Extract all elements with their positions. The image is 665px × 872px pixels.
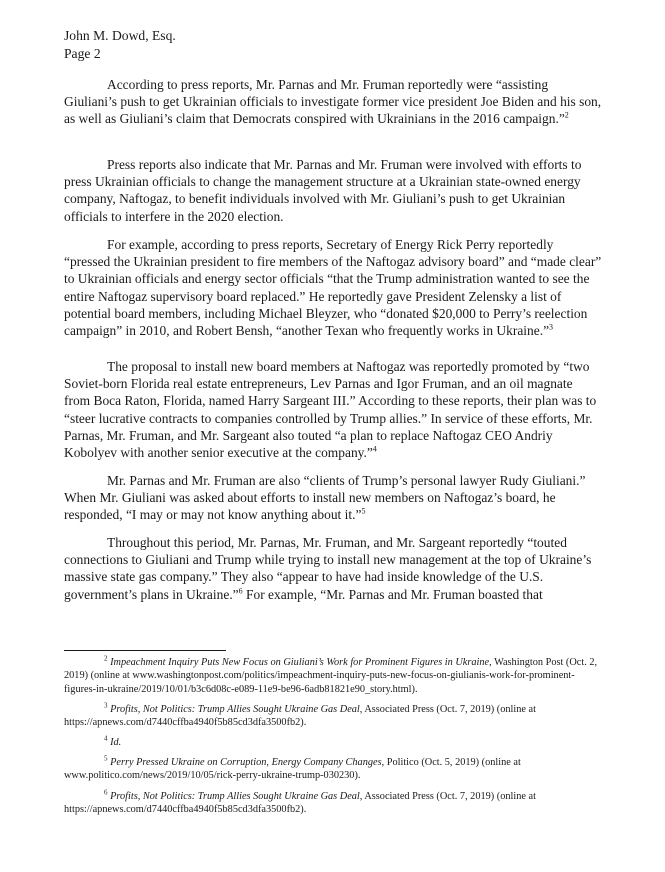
- paragraph-text: The proposal to install new board members at Naftogaz was reportedly promoted by “two Soviet-born Florida real estate entrepreneurs, Lev Parnas and Igor Fruman, and an oil magnate from Boca Raton, Florida, named Harry Sargeant III.” According to these reports, their plan was to “steer lucrative contracts to companies controlled by Trump allies.” In service of these efforts, Mr. Parnas, Mr. Fruman, and Mr. Sargeant also touted “a plan to replace Naftogaz CEO Andriy Kobolyev with another senior executive at the company.”: [64, 359, 597, 461]
- footnote-number: 6: [104, 788, 108, 797]
- paragraph-2: [64, 156, 602, 225]
- footnote-citation: , Associated Press (Oct. 7, 2019) (online at https://apnews.com/d7440cffba4940f5b85cd3dfa3500fb2).: [64, 704, 536, 729]
- paragraph-1: [64, 76, 602, 128]
- footnote-4: [64, 736, 604, 749]
- footnote-2: [64, 656, 604, 696]
- footnote-citation: , Washington Post (Oct. 2, 2019) (online at www.washingtonpost.com/politics/impeachment-inquiry-puts-new-focus-on-giulianis-work-for-prominent-figures-in-ukraine/2019/10/01/b3c6d08c-e089-11e9-be96-6adb81821e90_story.html).: [64, 657, 598, 695]
- footnote-citation: , Associated Press (Oct. 7, 2019) (online at https://apnews.com/d7440cffba4940f5b85cd3dfa3500fb2).: [64, 791, 536, 816]
- footnote-ref: 5: [361, 506, 366, 516]
- footnote-number: 2: [104, 654, 108, 663]
- footnote-number: 3: [104, 701, 108, 710]
- paragraph-text: Press reports also indicate that Mr. Parnas and Mr. Fruman were involved with efforts to press Ukrainian officials to change the management structure at a Ukrainian state-owned energy company, Naftogaz, to benefit individuals involved with Mr. Giuliani’s push to get Ukrainian officials to interfere in the 2020 election.: [64, 157, 582, 224]
- page-number: Page 2: [64, 46, 101, 61]
- footnote-ref: 4: [372, 444, 377, 454]
- recipient-name: John M. Dowd, Esq.: [64, 28, 176, 43]
- footnote-ref: 3: [549, 322, 554, 332]
- paragraph-text: For example, according to press reports, Secretary of Energy Rick Perry reportedly “pressed the Ukrainian president to fire members of the Naftogaz advisory board” and “made clear” to Ukrainian officials and energy sector officials “that the Trump administration wanted to see the entire Naftogaz supervisory board replaced.” He reportedly gave President Zelensky a list of potential board members, including Michael Bleyzer, who “donated $20,000 to Perry’s reelection campaign” in 2010, and Robert Bensh, “another Texan who frequently works in Ukraine.”: [64, 237, 602, 339]
- paragraph-3: [64, 236, 602, 339]
- paragraph-text: Throughout this period, Mr. Parnas, Mr. Fruman, and Mr. Sargeant reportedly “touted connections to Giuliani and Trump while trying to install new management at the top of Ukraine’s massive state gas company.” They also “appear to have had inside knowledge of the U.S. government’s plans in Ukraine.”: [64, 535, 592, 602]
- letter-header: [64, 27, 176, 63]
- footnote-citation: , Politico (Oct. 5, 2019) (online at www.politico.com/news/2019/10/05/rick-perry-ukraine-trump-030230).: [64, 757, 521, 782]
- footnote-title: Impeachment Inquiry Puts New Focus on Giuliani’s Work for Prominent Figures in Ukraine: [110, 657, 490, 668]
- paragraph-6: [64, 534, 602, 603]
- paragraph-4: [64, 358, 602, 461]
- footnote-number: 4: [104, 734, 108, 743]
- footnote-title: Id.: [110, 737, 122, 748]
- paragraph-text: Mr. Parnas and Mr. Fruman are also “clients of Trump’s personal lawyer Rudy Giuliani.” When Mr. Giuliani was asked about efforts to install new members on Naftogaz’s board, he responded, “I may or may not know anything about it.”: [64, 473, 586, 523]
- footnote-ref: 6: [238, 586, 243, 596]
- footnote-title: Perry Pressed Ukraine on Corruption, Energy Company Changes: [110, 757, 382, 768]
- footnote-title: Profits, Not Politics: Trump Allies Sought Ukraine Gas Deal: [110, 791, 360, 802]
- footnote-6: [64, 790, 604, 817]
- paragraph-text-continued: For example, “Mr. Parnas and Mr. Fruman boasted that: [242, 586, 543, 602]
- footnote-5: [64, 756, 604, 783]
- footnote-divider: [64, 650, 226, 651]
- footnote-3: [64, 703, 604, 730]
- footnote-ref: 2: [564, 110, 569, 120]
- footnote-title: Profits, Not Politics: Trump Allies Sought Ukraine Gas Deal: [110, 704, 360, 715]
- paragraph-text: According to press reports, Mr. Parnas and Mr. Fruman reportedly were “assisting Giuliani’s push to get Ukrainian officials to investigate former vice president Joe Biden and his son, as well as Giuliani’s claim that Democrats conspired with Ukrainians in the 2016 campaign.”: [64, 77, 602, 127]
- paragraph-5: [64, 472, 602, 524]
- footnote-number: 5: [104, 754, 108, 763]
